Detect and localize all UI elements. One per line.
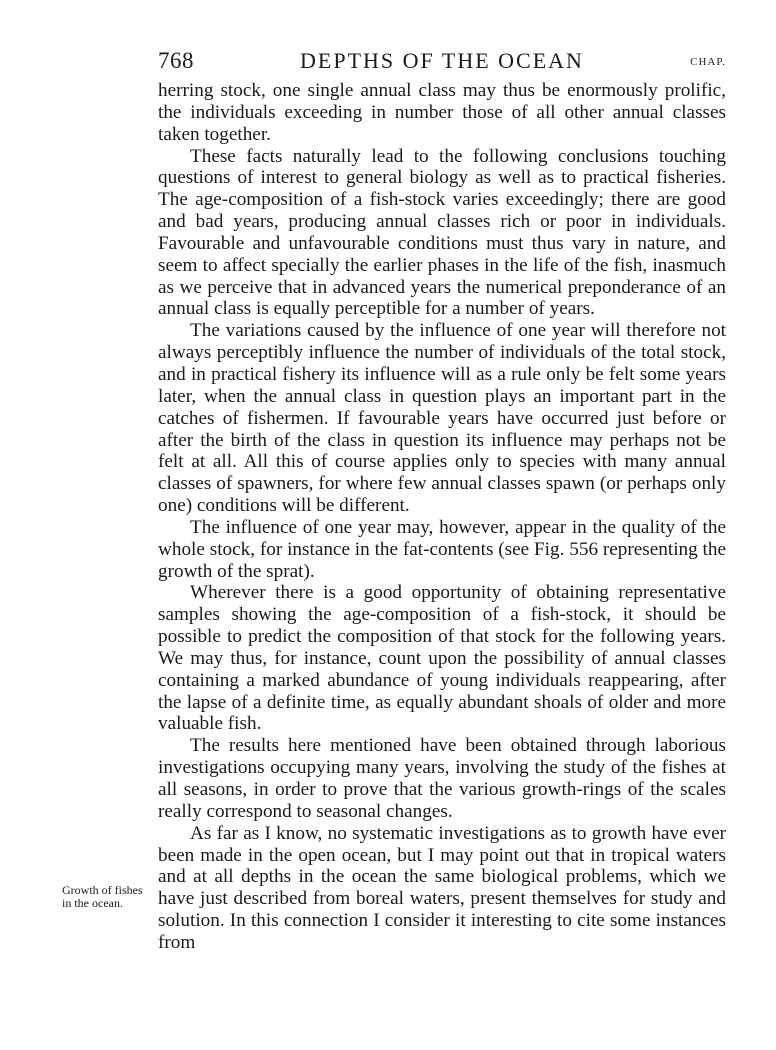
- paragraph-growth-of-fishes: As far as I know, no systematic investigations as to growth have ever been made in the open ocean, but I may point out that in tropical waters and at all depths in the ocean the same biological problems, which we have just described from boreal waters, present themselves for study and solution. In this connection I consider it interesting to cite some instances from: [158, 822, 726, 953]
- body-text: [158, 80, 726, 954]
- paragraph: The results here mentioned have been obtained through laborious investigations occupying many years, involving the study of the fishes at all seasons, in order to prove that the various growth-rings of the scales really correspond to seasonal changes.: [158, 735, 726, 822]
- paragraph: Wherever there is a good opportunity of obtaining representative samples showing the age-composition of a fish-stock, it should be possible to predict the composition of that stock for the following years. We may thus, for instance, count upon the possibility of annual classes containing a marked abundance of young individuals reappearing, after the lapse of a definite time, as equally abundant shoals of older and more valuable fish.: [158, 582, 726, 735]
- page-header: [158, 42, 726, 76]
- running-title: DEPTHS OF THE OCEAN: [300, 48, 584, 73]
- paragraph-continued: herring stock, one single annual class may thus be enormously prolific, the individuals exceeding in number those of all other annual classes taken together.: [158, 80, 726, 145]
- paragraph: These facts naturally lead to the following conclusions touching questions of interest to general biology as well as to practical fisheries. The age-composition of a fish-stock varies exceedingly; there are good and bad years, producing annual classes rich or poor in individuals. Favourable and unfavourable conditions must thus vary in nature, and seem to affect specially the earlier phases in the life of the fish, inasmuch as we perceive that in advanced years the numerical preponderance of an annual class is equally perceptible for a number of years.: [158, 145, 726, 320]
- margin-sidenote: Growth of fishes in the ocean.: [62, 883, 143, 910]
- paragraph: The variations caused by the influence of one year will therefore not always perceptibly influence the number of individuals of the total stock, and in practical fishery its influence will as a rule only be felt some years later, when the annual class in question plays an important part in the catches of fishermen. If favourable years have occurred just before or after the birth of the class in question its influence may perhaps not be felt at all. All this of course applies only to species with many annual classes of spawners, for where few annual classes spawn (or perhaps only one) conditions will be different.: [158, 320, 726, 517]
- chapter-label: CHAP.: [690, 56, 726, 68]
- paragraph: The influence of one year may, however, appear in the quality of the whole stock, for instance in the fat-contents (see Fig. 556 representing the growth of the sprat).: [158, 516, 726, 582]
- page-number: 768: [158, 48, 194, 73]
